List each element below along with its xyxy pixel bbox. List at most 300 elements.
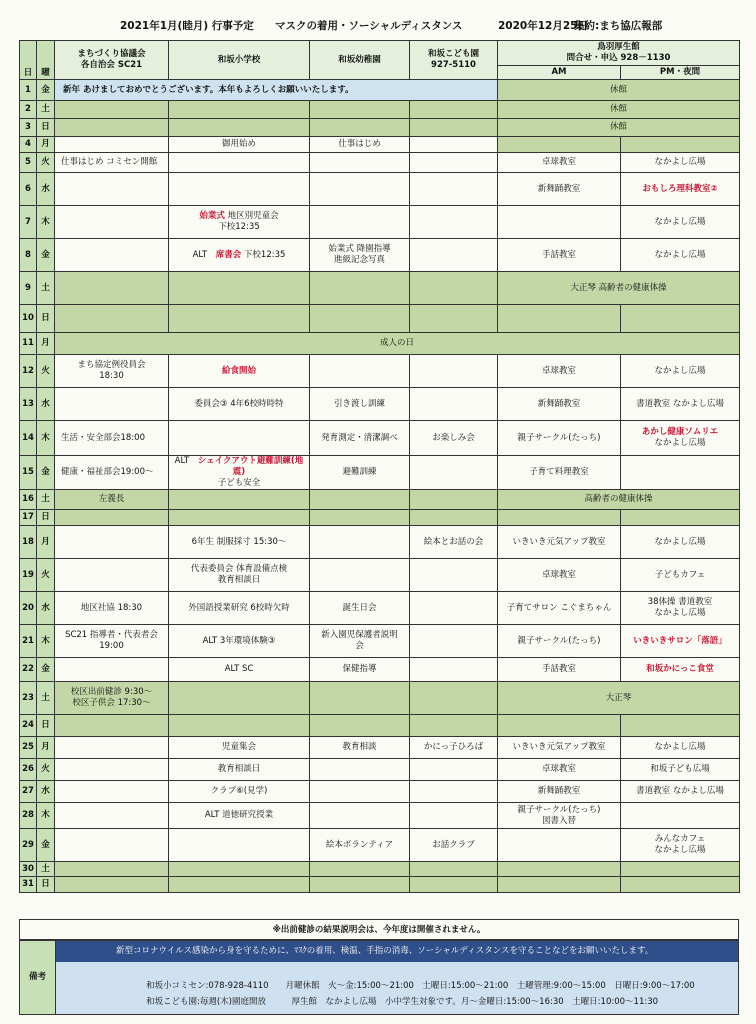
table-row [20, 829, 740, 862]
kodomoen-cell [410, 305, 498, 333]
header-pm: PM・夜間 [621, 66, 740, 80]
cell-text: 6年生 制服採寸 15:30～ [191, 536, 287, 547]
table-row [20, 101, 740, 119]
cell-text: 土 [41, 863, 50, 874]
cell-text: 手話教室 [541, 249, 576, 260]
cell-text: 18 [22, 536, 34, 547]
table-row [20, 80, 740, 101]
kodomoen-cell [410, 781, 498, 803]
day-number [20, 305, 37, 333]
weekday [37, 101, 55, 119]
day-number [20, 559, 37, 592]
weekday [37, 206, 55, 239]
kouseikan-pm-cell [621, 803, 740, 829]
cell-text: 24 [22, 720, 34, 730]
cell-text: おもしろ理科教室② [642, 183, 718, 194]
kodomoen-cell [410, 877, 498, 893]
weekday [37, 153, 55, 173]
weekday [37, 526, 55, 559]
header-weekday: 曜 [37, 41, 55, 80]
weekday [37, 877, 55, 893]
kouseikan-am-cell [498, 625, 621, 658]
table-row [20, 559, 740, 592]
cell-text: 木 [41, 810, 50, 820]
new-year-message [55, 80, 498, 101]
cell-text: 誕生日会 [342, 602, 377, 613]
cell-text: 土 [41, 282, 50, 293]
table-row [20, 239, 740, 272]
weekday [37, 80, 55, 101]
kouseikan-am-cell [498, 592, 621, 625]
kouseikan-am-cell [498, 803, 621, 829]
day-number [20, 803, 37, 829]
cell-text: 18:30 [99, 371, 124, 381]
cell-text: 外国語授業研究 6校時欠時 [188, 602, 290, 613]
kindergarten-cell [310, 239, 410, 272]
cell-text: 27 [22, 786, 34, 796]
table-row [20, 877, 740, 893]
kindergarten-cell [310, 759, 410, 781]
table-row [20, 625, 740, 658]
kodomoen-cell [410, 658, 498, 682]
weekday [37, 173, 55, 206]
school-cell [169, 305, 310, 333]
table-row [20, 173, 740, 206]
cell-text: 書道教室 なかよし広場 [636, 398, 724, 409]
kindergarten-cell [310, 526, 410, 559]
school-cell [169, 388, 310, 421]
day-number [20, 333, 37, 355]
cell-text: 卓球教室 [541, 157, 576, 167]
kindergarten-cell [310, 715, 410, 737]
cell-text: 教育相談 [342, 742, 377, 752]
cell-text: 20 [22, 602, 34, 613]
weekday [37, 510, 55, 526]
table-row [20, 305, 740, 333]
kouseikan-pm-cell [621, 456, 740, 490]
kouseikan-cell [498, 272, 740, 305]
cell-text: 書道教室 なかよし広場 [636, 786, 724, 796]
kouseikan-cell [498, 80, 740, 101]
cell-text: 土 [41, 494, 50, 504]
cell-text: 絵本ボランティア [325, 839, 394, 850]
kouseikan-am-cell [498, 206, 621, 239]
holiday-cell [55, 333, 740, 355]
machikyo-cell [55, 173, 169, 206]
cell-text: なかよし広場 [654, 742, 706, 752]
table-row [20, 119, 740, 137]
school-cell [169, 877, 310, 893]
cell-text: 親子サークル(たっち) [517, 432, 601, 443]
cell-text: かにっ子ひろば [423, 742, 484, 752]
cell-text: 新年 あけましておめでとうございます。本年もよろしくお願いいたします。 [63, 84, 354, 95]
table-row [20, 388, 740, 421]
table-row [20, 715, 740, 737]
weekday [37, 388, 55, 421]
school-cell [169, 625, 310, 658]
cell-text: クラブ⑥(見学) [210, 786, 268, 796]
credit-text: 集約:まち協広報部 [574, 20, 663, 32]
cell-text: 木 [41, 635, 50, 646]
kouseikan-am-cell [498, 877, 621, 893]
cell-text: 始業式 降園指導 [328, 244, 391, 254]
kouseikan-am-cell [498, 456, 621, 490]
cell-text: 水 [41, 398, 50, 409]
machikyo-cell [55, 877, 169, 893]
weekday [37, 137, 55, 153]
cell-text: ALT SC [224, 664, 254, 674]
cell-text: なかよし広場 [654, 249, 706, 260]
machikyo-cell [55, 759, 169, 781]
school-cell [169, 355, 310, 388]
day-number [20, 781, 37, 803]
cell-text: 土 [41, 104, 50, 114]
day-number [20, 101, 37, 119]
kouseikan-am-cell [498, 526, 621, 559]
cell-text: 手話教室 [541, 664, 576, 674]
day-number [20, 421, 37, 456]
school-cell [169, 658, 310, 682]
kouseikan-pm-cell [621, 715, 740, 737]
kouseikan-am-cell [498, 388, 621, 421]
kouseikan-pm-cell [621, 239, 740, 272]
cell-text: 4 [25, 139, 31, 149]
kindergarten-cell [310, 877, 410, 893]
table-row [20, 355, 740, 388]
kodomoen-cell [410, 682, 498, 715]
day-number [20, 456, 37, 490]
cell-text: 校区子供会 17:30～ [72, 698, 151, 708]
cell-text: 生活・安全部会18:00 [61, 432, 145, 443]
cell-text: 給食開始 [221, 365, 256, 376]
cell-text: 月 [41, 338, 50, 348]
header-machikyo: まちづくり協議会 各自治会 SC21 [55, 41, 169, 80]
cell-text: 子どもカフェ [654, 569, 706, 580]
cell-text: 高齢者の健康体操 [584, 494, 653, 504]
kindergarten-cell [310, 456, 410, 490]
cell-text: 11 [22, 338, 34, 348]
machikyo-cell [55, 715, 169, 737]
weekday [37, 625, 55, 658]
kodomoen-cell [410, 862, 498, 877]
day-number [20, 137, 37, 153]
cell-text: 3 [25, 122, 31, 132]
table-row [20, 759, 740, 781]
cell-text: いきいき元気アップ教室 [512, 536, 606, 547]
cell-text: 親子サークル(たっち) [517, 804, 601, 815]
cell-text: 木 [41, 432, 50, 443]
weekday [37, 737, 55, 759]
cell-text: 卓球教室 [541, 764, 576, 774]
cell-text: 38体操 書道教室 [647, 597, 713, 607]
cell-text: なかよし広場 [654, 608, 706, 618]
cell-text: 会 [355, 641, 364, 651]
school-cell [169, 737, 310, 759]
machikyo-cell [55, 510, 169, 526]
school-cell [169, 803, 310, 829]
cell-text: 卓球教室 [541, 365, 576, 376]
day-number [20, 355, 37, 388]
school-cell [169, 153, 310, 173]
cell-text: 休館 [609, 104, 627, 114]
cell-text: 始業式 [199, 211, 225, 221]
table-row [20, 137, 740, 153]
cell-text: 子育てサロン こぐまちゃん [506, 602, 612, 613]
day-number [20, 80, 37, 101]
weekday [37, 272, 55, 305]
cell-text: 29 [22, 839, 34, 850]
kouseikan-am-cell [498, 781, 621, 803]
cell-text: 15 [22, 467, 34, 477]
cell-text: 19:00 [99, 641, 124, 651]
weekday [37, 490, 55, 510]
cell-text: あかし健康ソムリエ [641, 427, 719, 437]
table-row [20, 592, 740, 625]
kindergarten-cell [310, 173, 410, 206]
kindergarten-cell [310, 829, 410, 862]
cell-text: 火 [41, 365, 50, 376]
cell-text: 28 [22, 810, 34, 820]
machikyo-cell [55, 456, 169, 490]
kodomoen-cell [410, 526, 498, 559]
cell-text: 日 [41, 879, 50, 889]
cell-text: なかよし広場 [654, 438, 706, 448]
cell-text: 25 [22, 742, 34, 752]
kouseikan-cell [498, 119, 740, 137]
cell-text: 子ども安全 [217, 478, 261, 488]
kodomoen-cell [410, 355, 498, 388]
day-number [20, 272, 37, 305]
cell-text: 19 [22, 569, 34, 580]
machikyo-cell [55, 490, 169, 510]
kouseikan-pm-cell [621, 759, 740, 781]
weekday [37, 456, 55, 490]
cell-text: 水 [41, 786, 50, 796]
day-number [20, 510, 37, 526]
cell-text: 休館 [609, 84, 627, 95]
machikyo-cell [55, 388, 169, 421]
day-number [20, 119, 37, 137]
table-row [20, 682, 740, 715]
day-number [20, 490, 37, 510]
kouseikan-pm-cell [621, 510, 740, 526]
kodomoen-cell [410, 206, 498, 239]
table-row [20, 510, 740, 526]
kouseikan-pm-cell [621, 355, 740, 388]
kouseikan-pm-cell [621, 829, 740, 862]
kindergarten-cell [310, 510, 410, 526]
school-cell [169, 526, 310, 559]
table-row [20, 737, 740, 759]
cell-text: 1 [25, 84, 31, 95]
kouseikan-am-cell [498, 239, 621, 272]
cell-text: 成人の日 [379, 338, 414, 348]
header-day: 日 [20, 41, 37, 80]
kindergarten-cell [310, 803, 410, 829]
header-kouseikan: 鳥羽厚生館 問合せ・申込 928－1130 [498, 41, 740, 66]
cell-text: お楽しみ会 [432, 432, 475, 443]
remarks-section [19, 940, 739, 1015]
kouseikan-pm-cell [621, 592, 740, 625]
kouseikan-am-cell [498, 305, 621, 333]
day-number [20, 173, 37, 206]
cell-text: 月 [41, 139, 50, 149]
page-title: 2021年1月(睦月) 行事予定 [120, 20, 254, 32]
kouseikan-cell [498, 490, 740, 510]
school-cell [169, 592, 310, 625]
cell-text: なかよし広場 [654, 216, 706, 227]
kouseikan-am-cell [498, 829, 621, 862]
kouseikan-pm-cell [621, 862, 740, 877]
cell-text: 10 [22, 313, 34, 323]
machikyo-cell [55, 119, 169, 137]
kindergarten-cell [310, 559, 410, 592]
kindergarten-cell [310, 272, 410, 305]
cell-text: ALT 道徳研究授業 [204, 810, 274, 820]
weekday [37, 119, 55, 137]
cell-text: 大正琴 [605, 692, 632, 703]
school-cell [169, 559, 310, 592]
weekday [37, 682, 55, 715]
machikyo-cell [55, 862, 169, 877]
cell-text: いきいき元気アップ教室 [512, 742, 606, 752]
kindergarten-cell [310, 421, 410, 456]
weekday [37, 781, 55, 803]
machikyo-cell [55, 421, 169, 456]
cell-text: 5 [25, 157, 31, 167]
cell-text: 健康・福祉部会19:00～ [61, 467, 154, 477]
day-number [20, 239, 37, 272]
remarks-label: 備考 [20, 941, 56, 1014]
issue-date: 2020年12月25日 [498, 20, 588, 32]
cell-text: 土 [41, 692, 50, 703]
kodomoen-cell [410, 559, 498, 592]
school-cell [169, 682, 310, 715]
cell-text: 23 [22, 692, 34, 703]
day-number [20, 759, 37, 781]
kouseikan-am-cell [498, 421, 621, 456]
kindergarten-cell [310, 355, 410, 388]
school-cell [169, 119, 310, 137]
header-am: AM [498, 66, 621, 80]
schedule-table [19, 40, 740, 893]
cell-text: 校区出前健診 9:30～ [70, 687, 153, 697]
school-cell [169, 781, 310, 803]
day-number [20, 829, 37, 862]
school-cell [169, 421, 310, 456]
kodomoen-cell [410, 510, 498, 526]
kindergarten-cell [310, 119, 410, 137]
school-cell [169, 510, 310, 526]
kouseikan-pm-cell [621, 737, 740, 759]
kouseikan-am-cell [498, 658, 621, 682]
cell-text: なかよし広場 [654, 365, 706, 376]
table-row [20, 490, 740, 510]
school-cell [169, 829, 310, 862]
day-number [20, 526, 37, 559]
weekday [37, 803, 55, 829]
table-row [20, 421, 740, 456]
cell-text: ALT 3年環境体験③ [202, 635, 276, 646]
cell-text: 9 [25, 282, 31, 293]
kindergarten-cell [310, 490, 410, 510]
cell-text: 左義長 [98, 494, 125, 504]
kodomoen-cell [410, 592, 498, 625]
kouseikan-am-cell [498, 737, 621, 759]
cell-text: 和坂かにっこ食堂 [646, 664, 714, 674]
machikyo-cell [55, 658, 169, 682]
machikyo-cell [55, 206, 169, 239]
kouseikan-am-cell [498, 715, 621, 737]
kindergarten-cell [310, 592, 410, 625]
kouseikan-pm-cell [621, 153, 740, 173]
school-cell [169, 239, 310, 272]
cell-text: 仕事はじめ [338, 139, 381, 149]
cell-text: 日 [41, 122, 50, 132]
day-number [20, 206, 37, 239]
weekday [37, 239, 55, 272]
cell-text: ALT [174, 456, 190, 466]
cell-text: 火 [41, 569, 50, 580]
kindergarten-cell [310, 153, 410, 173]
weekday [37, 559, 55, 592]
cell-text: 6 [25, 183, 31, 194]
machikyo-cell [55, 781, 169, 803]
machikyo-cell [55, 101, 169, 119]
cell-text: 大正琴 高齢者の健康体操 [570, 282, 667, 293]
kouseikan-am-cell [498, 862, 621, 877]
cell-text: みんなカフェ [654, 834, 706, 844]
day-number [20, 737, 37, 759]
day-number [20, 682, 37, 715]
cell-text: 水 [41, 602, 50, 613]
cell-text: 金 [41, 249, 50, 260]
table-row [20, 526, 740, 559]
cell-text: 16 [22, 494, 34, 504]
remarks-line-1: 和坂小コミセン:078-928-4110 月曜休館 火～金:15:00～21:00 土曜日:15:00～21:00 土曜管理:9:00～15:00 日曜日:9:00～17:00 [56, 978, 738, 994]
cell-text: 月 [41, 742, 50, 752]
cell-text: 卓球教室 [541, 569, 576, 580]
cell-text: 引き渡し訓練 [333, 398, 385, 409]
kindergarten-cell [310, 625, 410, 658]
cell-text: 22 [22, 664, 34, 674]
kouseikan-am-cell [498, 559, 621, 592]
kodomoen-cell [410, 239, 498, 272]
cell-text: ALT [192, 249, 208, 260]
school-cell [169, 137, 310, 153]
remarks-line-2: 和坂こども園:毎週(木)園庭開放 厚生館 なかよし広場 小中学生対象です。月～金曜日:15:00～16:30 土曜日:10:00～11:30 [56, 994, 738, 1014]
kodomoen-cell [410, 803, 498, 829]
cell-text: 親子サークル(たっち) [517, 635, 601, 646]
table-row [20, 456, 740, 490]
cell-text: 子育て料理教室 [529, 467, 589, 477]
kouseikan-pm-cell [621, 305, 740, 333]
cell-text: 児童集会 [221, 742, 256, 752]
kouseikan-pm-cell [621, 137, 740, 153]
cell-text: 下校12:35 [218, 222, 260, 232]
table-row [20, 862, 740, 877]
kouseikan-pm-cell [621, 173, 740, 206]
covid-banner: 新型コロナウイルス感染から身を守るために、ﾏｽｸの着用、検温、手指の消毒、ソーシャルディスタンスを守ることなどをお願いいたします。 [56, 941, 738, 962]
cell-text: 教育相談日 [217, 764, 261, 774]
weekday [37, 333, 55, 355]
weekday [37, 355, 55, 388]
kouseikan-am-cell [498, 153, 621, 173]
kodomoen-cell [410, 490, 498, 510]
kouseikan-am-cell [498, 510, 621, 526]
cell-text: なかよし広場 [654, 157, 706, 167]
page-header [0, 18, 756, 38]
